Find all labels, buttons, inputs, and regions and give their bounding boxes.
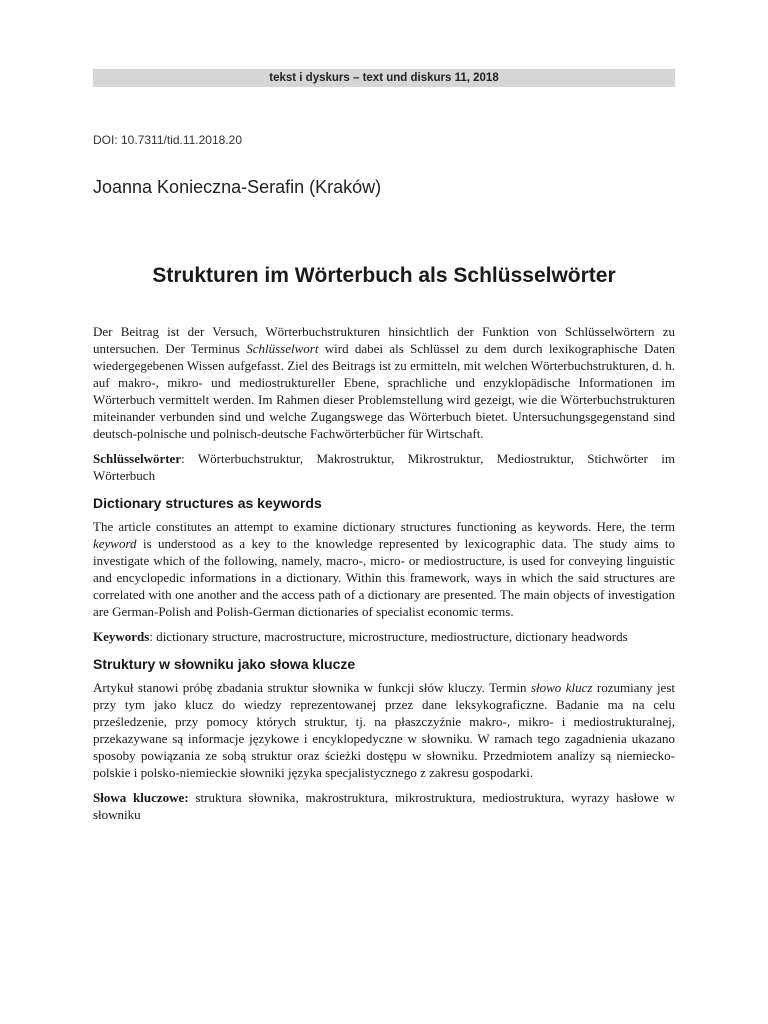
polish-keywords-label: Słowa kluczowe: xyxy=(93,790,189,805)
author-name: Joanna Konieczna-Serafin (Kraków) xyxy=(93,177,382,197)
german-keywords xyxy=(93,450,675,484)
german-abstract xyxy=(93,323,675,442)
journal-header: tekst i dyskurs – text und diskurs 11, 2018 xyxy=(93,69,675,87)
polish-abstract-post: rozumiany jest przy tym jako klucz do wiedzy reprezentowanej przez dane leksykograficzne. Badanie ma na celu prześledzenie, przy pomocy których struktur, tj. na płaszczyźnie makro-, mikro- i mediostrukturalnej, przekazywane są informacje językowe i encyklopedyczne w słowniku. W ramach tego zagadnienia ukazano sposoby powiązania ze sobą struktur oraz ścieżki dostępu w słowniku. Przedmiotem analizy są niemiecko-polskie i polsko-niemieckie słowniki języka specjalistycznego z zakresu gospodarki. xyxy=(93,680,675,780)
polish-abstract-pre: Artykuł stanowi próbę zbadania struktur słownika w funkcji słów kluczy. Termin xyxy=(93,680,531,695)
german-keywords-list: : Wörterbuchstruktur, Makrostruktur, Mikrostruktur, Mediostruktur, Stichwörter im Wörterbuch xyxy=(93,451,675,483)
english-abstract-post: is understood as a key to the knowledge represented by lexicographic data. The study aims to investigate which of the following, namely, macro-, micro- or mediostructure, is used for conveying linguistic and encyclopedic informations in a dictionary. Within this framework, ways in which the said structures are correlated with one another and the access path of a dictionary are presented. The main objects of investigation are German-Polish and Polish-German dictionaries of specialist economic terms. xyxy=(93,536,675,619)
german-abstract-term: Schlüsselwort xyxy=(246,341,319,356)
german-keywords-label: Schlüsselwörter xyxy=(93,451,182,466)
english-keywords-list: : dictionary structure, macrostructure, microstructure, mediostructure, dictionary headwords xyxy=(149,629,628,644)
doi: DOI: 10.7311/tid.11.2018.20 xyxy=(93,133,242,147)
german-abstract-post: wird dabei als Schlüssel zu dem durch lexikographische Daten wiedergegebenen Wissen aufgefasst. Ziel des Beitrags ist zu ermitteln, mit welchen Wörterbuchstrukturen, d. h. auf makro-, mikro- und mediostruktureller Ebene, sprachliche und enzyklopädische Informationen im Wörterbuch vermittelt werden. Im Rahmen dieser Problemstellung wird gezeigt, wie die Wörterbuchstrukturen miteinander verbunden sind und welche Zugangswege das Wörterbuch bietet. Untersuchungsgegenstand sind deutsch-polnische und polnisch-deutsche Fachwörterbücher für Wirtschaft. xyxy=(93,341,675,441)
english-abstract-pre: The article constitutes an attempt to examine dictionary structures functioning as keywords. Here, the term xyxy=(93,519,675,534)
article-title: Strukturen im Wörterbuch als Schlüsselwörter xyxy=(152,264,616,287)
english-abstract-term: keyword xyxy=(93,536,137,551)
english-heading: Dictionary structures as keywords xyxy=(93,495,322,511)
english-keywords xyxy=(93,628,675,645)
polish-abstract xyxy=(93,679,675,781)
english-abstract xyxy=(93,518,675,620)
polish-abstract-term: słowo klucz xyxy=(530,680,593,695)
polish-keywords xyxy=(93,789,675,823)
article-body xyxy=(93,323,675,823)
polish-heading: Struktury w słowniku jako słowa klucze xyxy=(93,656,356,672)
english-keywords-label: Keywords xyxy=(93,629,150,644)
polish-keywords-list: struktura słownika, makrostruktura, mikrostruktura, mediostruktura, wyrazy hasłowe w słowniku xyxy=(93,790,675,822)
german-abstract-pre: Der Beitrag ist der Versuch, Wörterbuchstrukturen hinsichtlich der Funktion von Schlüsselwörtern zu untersuchen. Der Terminus xyxy=(93,324,675,356)
